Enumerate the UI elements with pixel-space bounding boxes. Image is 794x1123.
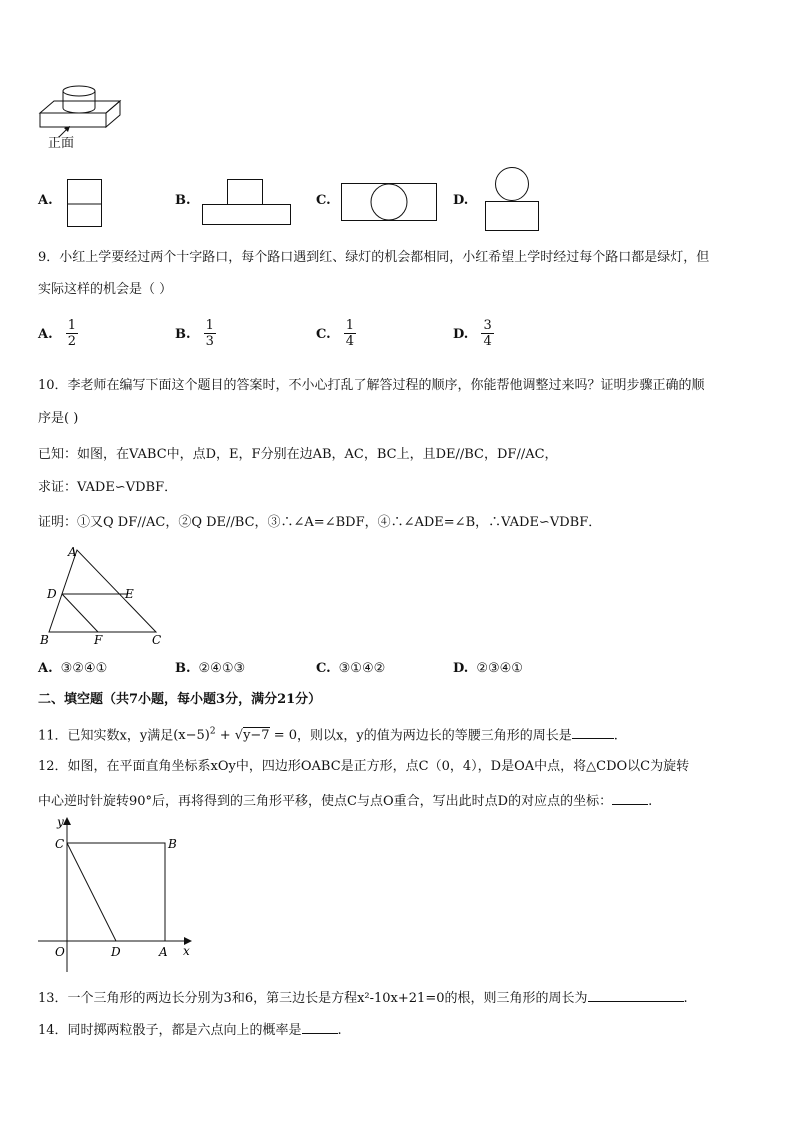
q12-label-d: D bbox=[111, 945, 121, 959]
q12-label-a: A bbox=[159, 945, 168, 959]
q10-prove: 求证：VADE∽VDBF． bbox=[38, 480, 178, 495]
q8-option-b-label: B. bbox=[175, 193, 191, 208]
q10-proof: 证明：①又Q DF//AC，②Q DE//BC，③∴∠A=∠BDF，④∴∠ADE=∠B，∴VADE∽VDBF． bbox=[38, 515, 602, 530]
q10-label-e: E bbox=[125, 587, 134, 601]
q9-option-b-fraction: $\frac{1}{3}$ bbox=[205, 318, 214, 349]
q10-stem-line2: 序是( ) bbox=[38, 411, 79, 426]
q10-label-f: F bbox=[94, 633, 103, 647]
q9-option-d: D. $\frac{3}{4}$ bbox=[453, 318, 492, 349]
q12-label-x: x bbox=[183, 944, 190, 958]
q8-option-d-figure bbox=[484, 166, 542, 234]
q11-answer-blank[interactable] bbox=[572, 724, 614, 739]
q12-answer-blank[interactable] bbox=[612, 790, 648, 805]
q10-label-a: A bbox=[68, 545, 77, 559]
q13-answer-blank[interactable] bbox=[588, 987, 684, 1002]
q9-stem-line1: 9．小红上学要经过两个十字路口，每个路口遇到红、绿灯的机会都相同，小红希望上学时经过每个路口都是绿灯，但 bbox=[38, 250, 710, 265]
q10-option-a: A. ③②④① bbox=[38, 661, 108, 676]
q10-label-b: B bbox=[40, 633, 49, 647]
q8-option-c-figure bbox=[340, 182, 440, 224]
q8-option-b-figure bbox=[201, 178, 293, 228]
q10-label-d: D bbox=[47, 587, 57, 601]
q9-option-c-fraction: $\frac{1}{4}$ bbox=[345, 318, 355, 349]
q10-triangle-figure bbox=[34, 544, 170, 650]
q8-option-c-label: C. bbox=[316, 193, 331, 208]
q12-label-y: y bbox=[57, 815, 64, 829]
q9-option-d-fraction: $\frac{3}{4}$ bbox=[483, 318, 492, 349]
q11-stem: 11．已知实数x，y满足$(x-5)^2 + √y-7 = 0$，则以x，y的值为两边长的等腰三角形的周长是 . bbox=[38, 723, 618, 745]
q12-coordinate-figure bbox=[34, 814, 194, 976]
q9-option-c: C. $\frac{1}{4}$ bbox=[316, 318, 355, 349]
q10-stem-line1: 10．李老师在编写下面这个题目的答案时，不小心打乱了解答过程的顺序，你能帮他调整过来吗？证明步骤正确的顺 bbox=[38, 378, 705, 393]
q12-label-b: B bbox=[168, 837, 177, 851]
q10-label-c: C bbox=[152, 633, 162, 647]
q9-option-b: B. $\frac{1}{3}$ bbox=[175, 318, 214, 349]
q8-option-d-label: D. bbox=[453, 193, 469, 208]
q10-option-d: D. ②③④① bbox=[453, 661, 523, 676]
q9-option-a: A. $\frac{1}{2}$ bbox=[38, 318, 76, 349]
sqrt-symbol: √ bbox=[234, 728, 244, 744]
q12-stem-line1: 12．如图，在平面直角坐标系xOy中，四边形OABC是正方形，点C（0，4），D是OA中点，将△CDO以C为旋转 bbox=[38, 759, 690, 774]
q13-stem: 13．一个三角形的两边长分别为3和6，第三边长是方程x²-10x+21=0的根，则三角形的周长为 . bbox=[38, 987, 688, 1008]
q12-label-o: O bbox=[55, 945, 65, 959]
q9-option-a-fraction: $\frac{1}{2}$ bbox=[67, 318, 76, 349]
q11-math: $(x-5)^2 + √y-7 = 0$ bbox=[173, 727, 298, 744]
section-title-fill-in: 二、填空题（共7小题，每小题3分，满分21分） bbox=[38, 692, 322, 707]
front-label: 正面 bbox=[48, 136, 75, 151]
q8-option-a-label: A. bbox=[38, 193, 53, 208]
q10-option-c: C. ③①④② bbox=[316, 661, 386, 676]
q8-option-a-figure bbox=[66, 178, 106, 230]
q14-stem: 14．同时掷两粒骰子，都是六点向上的概率是 . bbox=[38, 1019, 342, 1040]
q10-option-b: B. ②④①③ bbox=[175, 661, 246, 676]
q9-stem-line2: 实际这样的机会是（ ） bbox=[38, 282, 173, 297]
q14-answer-blank[interactable] bbox=[302, 1019, 338, 1034]
q10-given: 已知：如图，在VABC中，点D，E，F分别在边AB，AC，BC上，且DE//BC，DF//AC， bbox=[38, 447, 558, 462]
q12-stem-line2: 中心逆时针旋转90°后，再将得到的三角形平移，使点C与点O重合，写出此时点D的对应点的坐标： . bbox=[38, 790, 652, 811]
q12-label-c: C bbox=[55, 837, 65, 851]
